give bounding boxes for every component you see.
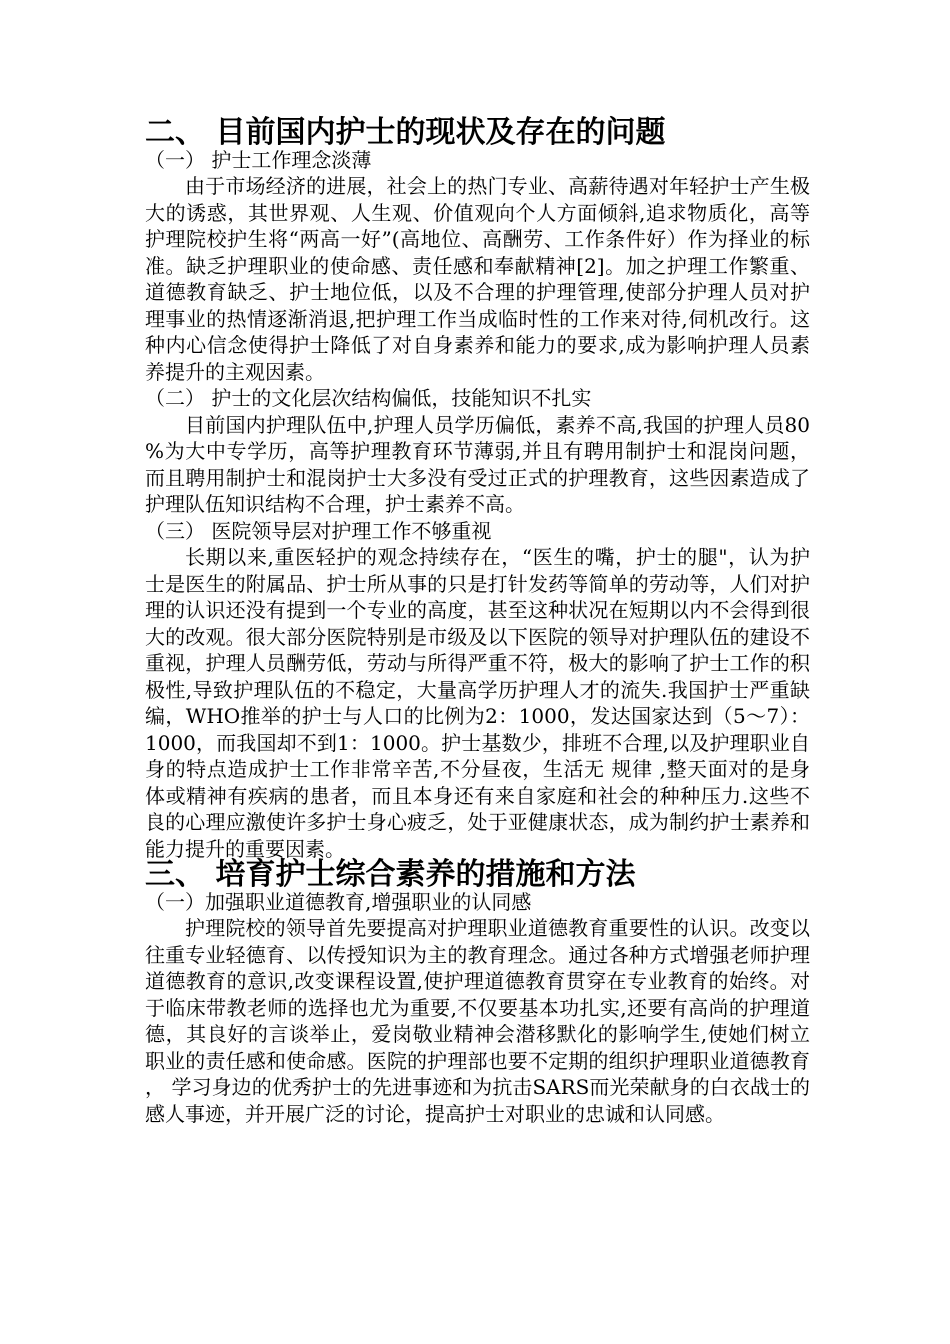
- subsection-title: （二） 护士的文化层次结构偏低，技能知识不扎实: [145, 386, 592, 410]
- document-page: [145, 115, 810, 1127]
- paragraph: 目前国内护理队伍中,护理人员学历偏低，素养不高,我国的护理人员80%为大中专学历，高等护理教育环节薄弱,并且有聘用制护士和混岗问题，而且聘用制护士和混岗护士大多没有受过正式的护理教育，这些因素造成了护理队伍知识结构不合理，护士素养不高。: [145, 412, 810, 516]
- subsection-title: （三） 医院领导层对护理工作不够重视: [145, 518, 492, 543]
- paragraph: 由于市场经济的进展，社会上的热门专业、高薪待遇对年轻护士产生极大的诱惑，其世界观、人生观、价值观向个人方面倾斜,追求物质化，高等护理院校护生将“两高一好”(高地位、高酬劳、工作条件好）作为择业的标准。缺乏护理职业的使命感、责任感和奉献精神[2]。加之护理工作繁重、道德教育缺乏、护士地位低，以及不合理的护理管理,使部分护理人员对护理事业的热情逐渐消退,把护理工作当成临时性的工作来对待,伺机改行。这种内心信念使得护士降低了对自身素养和能力的要求,成为影响护理人员素养提升的主观因素。: [145, 174, 810, 384]
- paragraph: 护理院校的领导首先要提高对护理职业道德教育重要性的认识。改变以往重专业轻德育、以传授知识为主的教育理念。通过各种方式增强老师护理道德教育的意识,改变课程设置,使护理道德教育贯穿在专业教育的始终。对于临床带教老师的选择也尤为重要,不仅要基本功扎实,还要有高尚的护理道德，其良好的言谈举止，爱岗敬业精神会潜移默化的影响学生,使她们树立职业的责任感和使命感。医院的护理部也要不定期的组织护理职业道德教育， 学习身边的优秀护士的先进事迹和为抗击SARS而光荣献身的白衣战士的感人事迹，并开展广泛的讨论，提高护士对职业的忠诚和认同感。: [145, 916, 810, 1126]
- section-heading: 三、 培育护士综合素养的措施和方法: [145, 857, 636, 892]
- subsection-title: （一）加强职业道德教育,增强职业的认同感: [145, 889, 532, 914]
- paragraph: 长期以来,重医轻护的观念持续存在，“医生的嘴，护士的腿"，认为护士是医生的附属品、护士所从事的只是打针发药等简单的劳动等，人们对护理的认识还没有提到一个专业的高度，甚至这种状况在短期以内不会得到很大的改观。很大部分医院特别是市级及以下医院的领导对护理队伍的建设不重视，护理人员酬劳低，劳动与所得严重不符，极大的影响了护士工作的积极性,导致护理队伍的不稳定，大量高学历护理人才的流失.我国护士严重缺编，WHO推举的护士与人口的比例为2：1000，发达国家达到（5～7）：1000，而我国却不到1：1000。护士基数少，排班不合理,以及护理职业自身的特点造成护士工作非常辛苦,不分昼夜，生活无 规律 ,整天面对的是身体或精神有疾病的患者，而且本身还有来自家庭和社会的种种压力.这些不良的心理应激使许多护士身心疲乏，处于亚健康状态，成为制约护士素养和能力提升的重要因素。: [145, 545, 810, 861]
- subsection-title: （一） 护士工作理念淡薄: [145, 147, 372, 172]
- section-heading: 二、 目前国内护士的现状及存在的问题: [145, 115, 666, 150]
